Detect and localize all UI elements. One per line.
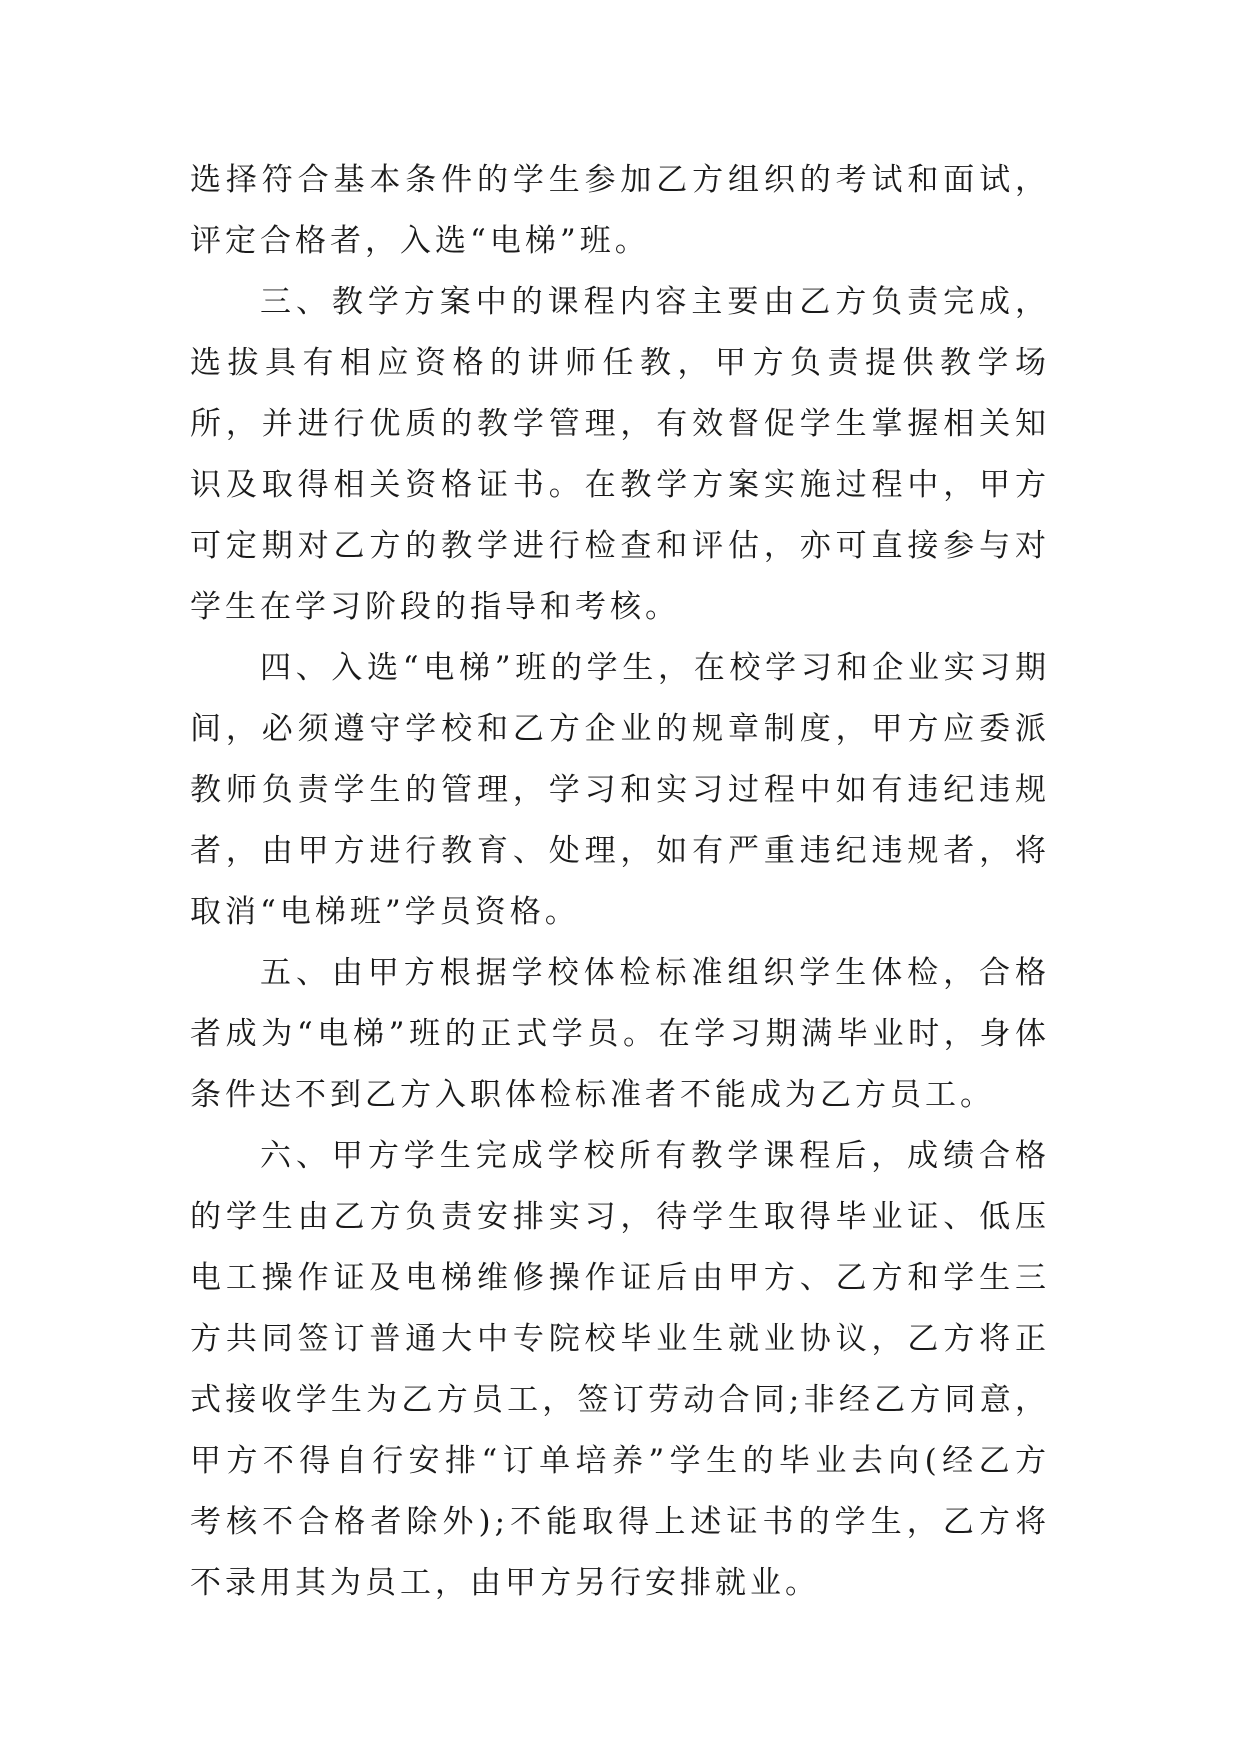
paragraph-clause-5: 五、由甲方根据学校体检标准组织学生体检，合格者成为“电梯”班的正式学员。在学习期满毕业时，身体条件达不到乙方入职体检标准者不能成为乙方员工。	[190, 955, 1050, 1113]
paragraph-continuation: 选择符合基本条件的学生参加乙方组织的考试和面试，评定合格者，入选“电梯”班。	[190, 162, 1050, 259]
paragraph-clause-6: 六、甲方学生完成学校所有教学课程后，成绩合格的学生由乙方负责安排实习，待学生取得毕业证、低压电工操作证及电梯维修操作证后由甲方、乙方和学生三方共同签订普通大中专院校毕业生就业协议，乙方将正式接收学生为乙方员工，签订劳动合同;非经乙方同意，甲方不得自行安排“订单培养”学生的毕业去向(经乙方考核不合格者除外);不能取得上述证书的学生，乙方将不录用其为员工，由甲方另行安排就业。	[190, 1138, 1050, 1601]
document-body	[190, 150, 1050, 1614]
paragraph-clause-3: 三、教学方案中的课程内容主要由乙方负责完成，选拔具有相应资格的讲师任教，甲方负责提供教学场所，并进行优质的教学管理，有效督促学生掌握相关知识及取得相关资格证书。在教学方案实施过程中，甲方可定期对乙方的教学进行检查和评估，亦可直接参与对学生在学习阶段的指导和考核。	[190, 284, 1050, 625]
paragraph-clause-4: 四、入选“电梯”班的学生，在校学习和企业实习期间，必须遵守学校和乙方企业的规章制度，甲方应委派教师负责学生的管理，学习和实习过程中如有违纪违规者，由甲方进行教育、处理，如有严重违纪违规者，将取消“电梯班”学员资格。	[190, 650, 1050, 930]
